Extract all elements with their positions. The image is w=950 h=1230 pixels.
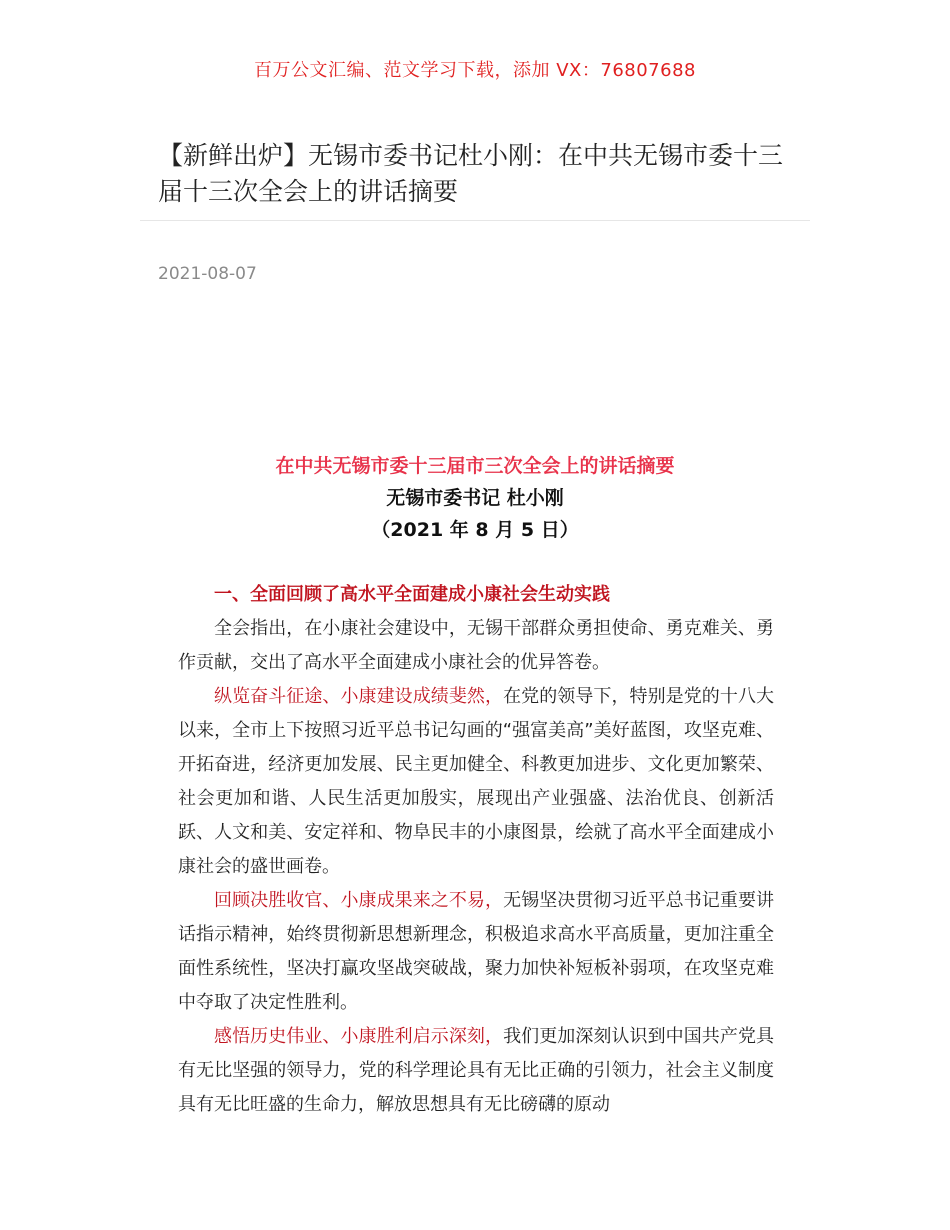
- paragraph: [178, 680, 774, 884]
- paragraph: [178, 884, 774, 1020]
- paragraph-text: 我们更加深刻认识到中国共产党具有无比坚强的领导力，党的科学理论具有无比正确的引领力，社会主义制度具有无比旺盛的生命力，解放思想具有无比磅礴的原动: [178, 1026, 775, 1115]
- speech-body: [178, 578, 774, 1122]
- paragraph-lead: 纵览奋斗征途、小康建设成绩斐然，: [214, 686, 504, 707]
- paragraph-lead: 回顾决胜收官、小康成果来之不易，: [214, 890, 504, 911]
- article-title: 【新鲜出炉】无锡市委书记杜小刚：在中共无锡市委十三届十三次全会上的讲话摘要: [158, 141, 784, 206]
- article-date: 2021-08-07: [158, 264, 257, 284]
- speech-heading: [0, 450, 950, 546]
- section-heading: 一、全面回顾了高水平全面建成小康社会生动实践: [214, 584, 610, 605]
- speech-speaker: 无锡市委书记 杜小刚: [386, 487, 564, 509]
- speech-date: （2021 年 8 月 5 日）: [371, 519, 579, 541]
- promo-banner: 百万公文汇编、范文学习下载，添加 VX：76807688: [254, 60, 696, 81]
- paragraph-lead: 感悟历史伟业、小康胜利启示深刻，: [214, 1026, 504, 1047]
- paragraph-text: 全会指出，在小康社会建设中，无锡干部群众勇担使命、勇克难关、勇作贡献，交出了高水平全面建成小康社会的优异答卷。: [178, 618, 774, 673]
- paragraph-text: 无锡坚决贯彻习近平总书记重要讲话指示精神，始终贯彻新思想新理念，积极追求高水平高质量，更加注重全面性系统性，坚决打赢攻坚战突破战，聚力加快补短板补弱项，在攻坚克难中夺取了决定性胜利。: [178, 890, 775, 1013]
- speech-title: 在中共无锡市委十三届市三次全会上的讲话摘要: [275, 455, 675, 477]
- paragraph: [178, 1020, 774, 1122]
- paragraph-text: 在党的领导下，特别是党的十八大以来，全市上下按照习近平总书记勾画的“强富美高”美好蓝图，攻坚克难、开拓奋进，经济更加发展、民主更加健全、科教更加进步、文化更加繁荣、社会更加和谐、人民生活更加殷实，展现出产业强盛、法治优良、创新活跃、人文和美、安定祥和、物阜民丰的小康图景，绘就了高水平全面建成小康社会的盛世画卷。: [178, 686, 775, 877]
- title-divider: [140, 220, 810, 221]
- paragraph: [178, 612, 774, 680]
